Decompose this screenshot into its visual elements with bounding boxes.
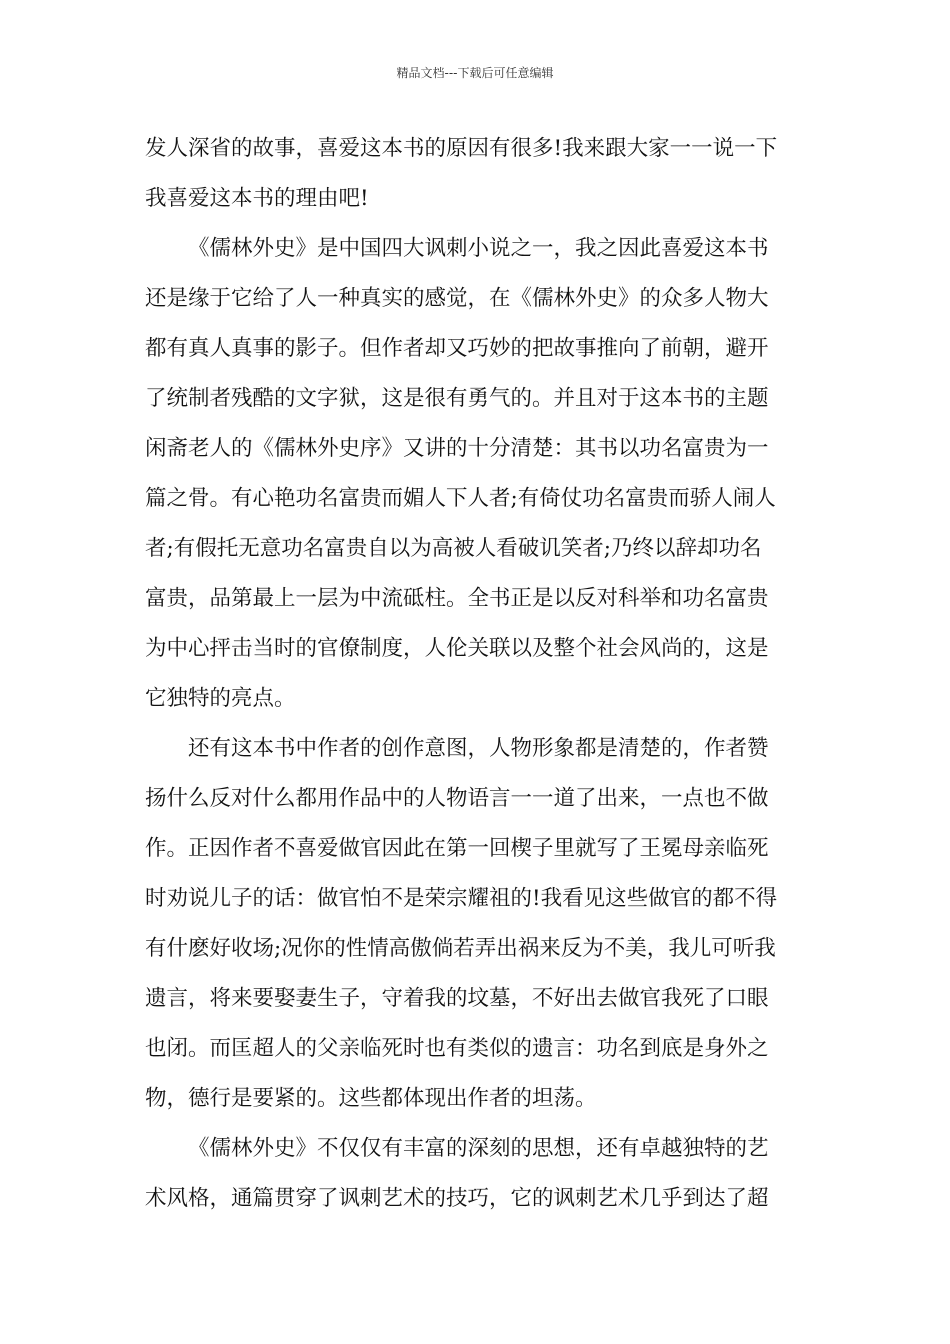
paragraph-first-line: 《儒林外史》不仅仅有丰富的深刻的思想，还有卓越独特的艺 xyxy=(188,1136,769,1161)
text-line: 发人深省的故事，喜爱这本书的原因有很多!我来跟大家一一说一下 xyxy=(145,136,778,161)
document-body xyxy=(145,124,807,1224)
text-line: 我喜爱这本书的理由吧! xyxy=(145,186,369,211)
text-line: 时劝说儿子的话：做官怕不是荣宗耀祖的!我看见这些做官的都不得 xyxy=(145,886,778,911)
text-line: 作。正因作者不喜爱做官因此在第一回楔子里就写了王冕母亲临死 xyxy=(145,836,769,861)
text-line: 遗言，将来要娶妻生子，守着我的坟墓，不好出去做官我死了口眼 xyxy=(145,986,769,1011)
paragraph-first-line: 还有这本书中作者的创作意图，人物形象都是清楚的，作者赞 xyxy=(188,736,769,761)
text-line: 都有真人真事的影子。但作者却又巧妙的把故事推向了前朝，避开 xyxy=(145,336,769,361)
text-line: 篇之骨。有心艳功名富贵而媚人下人者;有倚仗功名富贵而骄人闹人 xyxy=(145,486,776,511)
text-line: 它独特的亮点。 xyxy=(145,686,296,711)
page-header: 精品文档---下载后可任意编辑 xyxy=(396,66,554,80)
text-line: 物，德行是要紧的。这些都体现出作者的坦荡。 xyxy=(145,1086,597,1111)
text-line: 术风格，通篇贯穿了讽刺艺术的技巧，它的讽刺艺术几乎到达了超 xyxy=(145,1186,769,1211)
paragraph-first-line: 《儒林外史》是中国四大讽刺小说之一，我之因此喜爱这本书 xyxy=(188,236,769,261)
text-line: 了统制者残酷的文字狱，这是很有勇气的。并且对于这本书的主题 xyxy=(145,386,769,411)
text-line: 扬什么反对什么都用作品中的人物语言一一道了出来，一点也不做 xyxy=(145,786,769,811)
text-line: 为中心抨击当时的官僚制度，人伦关联以及整个社会风尚的，这是 xyxy=(145,636,769,661)
text-line: 者;有假托无意功名富贵自以为高被人看破讥笑者;乃终以辞却功名 xyxy=(145,536,762,561)
text-line: 也闭。而匡超人的父亲临死时也有类似的遗言：功名到底是身外之 xyxy=(145,1036,769,1061)
text-line: 还是缘于它给了人一种真实的感觉，在《儒林外史》的众多人物大 xyxy=(145,286,769,311)
text-line: 富贵，品第最上一层为中流砥柱。全书正是以反对科举和功名富贵 xyxy=(145,586,769,611)
text-line: 有什麽好收场;况你的性情高傲倘若弄出祸来反为不美，我儿可听我 xyxy=(145,936,776,961)
text-line: 闲斋老人的《儒林外史序》又讲的十分清楚：其书以功名富贵为一 xyxy=(145,436,769,461)
